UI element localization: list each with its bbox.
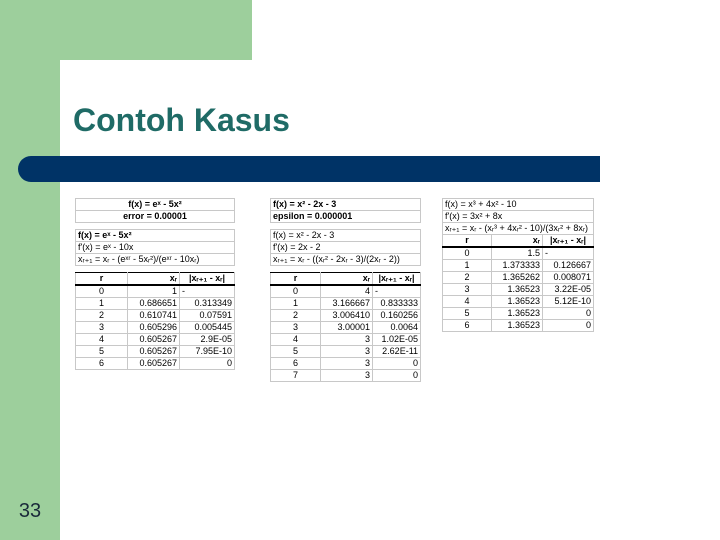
slide-title: Contoh Kasus (73, 102, 290, 138)
title-divider-bar (18, 156, 600, 182)
table-row: 0 4 - (271, 285, 421, 298)
sheet2-header-epsilon: epsilon = 0.000001 (271, 211, 421, 223)
slide-number: 33 (18, 500, 42, 522)
sheet1-formula-iteration: xᵣ₊₁ = xᵣ - (eˣʳ - 5xᵣ²)/(eˣʳ - 10xᵣ) (76, 254, 235, 266)
sheet2-col-x: xᵣ (321, 273, 373, 286)
sheet2-formula-f: f(x) = x² - 2x - 3 (271, 230, 421, 242)
table-row: 1 0.686651 0.313349 (76, 298, 235, 310)
sheet3-col-diff: |xᵣ₊₁ - xᵣ| (543, 235, 594, 248)
top-accent-block (60, 0, 252, 60)
sheet3-formula-fprime: f'(x) = 3x² + 8x (443, 211, 594, 223)
sheet2-formula-iteration: xᵣ₊₁ = xᵣ - ((xᵣ² - 2xᵣ - 3)/(2xᵣ - 2)) (271, 254, 421, 266)
sheet1-formula-f: f(x) = eˣ - 5x² (76, 230, 235, 242)
table-row: 0 1 - (76, 285, 235, 298)
content-corner (60, 60, 104, 104)
sheet1-header-function: f(x) = eˣ - 5x² (76, 199, 235, 211)
sheet1-col-x: xᵣ (128, 273, 180, 286)
table-row: 6 0.605267 0 (76, 358, 235, 370)
sheet1-col-r: r (76, 273, 128, 286)
table-row: 4 1.36523 5.12E-10 (443, 296, 594, 308)
table-row: 5 1.36523 0 (443, 308, 594, 320)
sheet3-col-r: r (443, 235, 492, 248)
sheet2-formula-fprime: f'(x) = 2x - 2 (271, 242, 421, 254)
table-row: 3 3.00001 0.0064 (271, 322, 421, 334)
sheet2-col-r: r (271, 273, 321, 286)
sheet2-col-diff: |xᵣ₊₁ - xᵣ| (373, 273, 421, 286)
sheet1-header-error: error = 0.00001 (76, 211, 235, 223)
spreadsheet-example-1 (75, 198, 235, 370)
spreadsheet-example-2 (270, 198, 421, 382)
sheet1-formula-fprime: f'(x) = eˣ - 10x (76, 242, 235, 254)
table-row: 2 3.006410 0.160256 (271, 310, 421, 322)
sheet3-formula-iteration: xᵣ₊₁ = xᵣ - (xᵣ³ + 4xᵣ² - 10)/(3xᵣ² + 8xᵣ) (443, 223, 594, 235)
sheet3-formula-f: f(x) = x³ + 4x² - 10 (443, 199, 594, 211)
table-row: 4 3 1.02E-05 (271, 334, 421, 346)
table-row: 4 0.605267 2.9E-05 (76, 334, 235, 346)
table-row: 1 1.373333 0.126667 (443, 260, 594, 272)
table-row: 5 0.605267 7.95E-10 (76, 346, 235, 358)
table-row: 7 3 0 (271, 370, 421, 382)
table-row: 6 3 0 (271, 358, 421, 370)
left-accent-bar (0, 0, 60, 540)
table-row: 2 0.610741 0.07591 (76, 310, 235, 322)
table-row: 3 1.36523 3.22E-05 (443, 284, 594, 296)
table-row: 1 3.166667 0.833333 (271, 298, 421, 310)
sheet3-col-x: xᵣ (492, 235, 543, 248)
spreadsheet-example-3 (442, 198, 594, 332)
table-row: 3 0.605296 0.005445 (76, 322, 235, 334)
sheet1-col-diff: |xᵣ₊₁ - xᵣ| (180, 273, 235, 286)
table-row: 2 1.365262 0.008071 (443, 272, 594, 284)
sheet2-header-function: f(x) = x² - 2x - 3 (271, 199, 421, 211)
table-row: 0 1.5 - (443, 247, 594, 260)
table-row: 5 3 2.62E-11 (271, 346, 421, 358)
table-row: 6 1.36523 0 (443, 320, 594, 332)
